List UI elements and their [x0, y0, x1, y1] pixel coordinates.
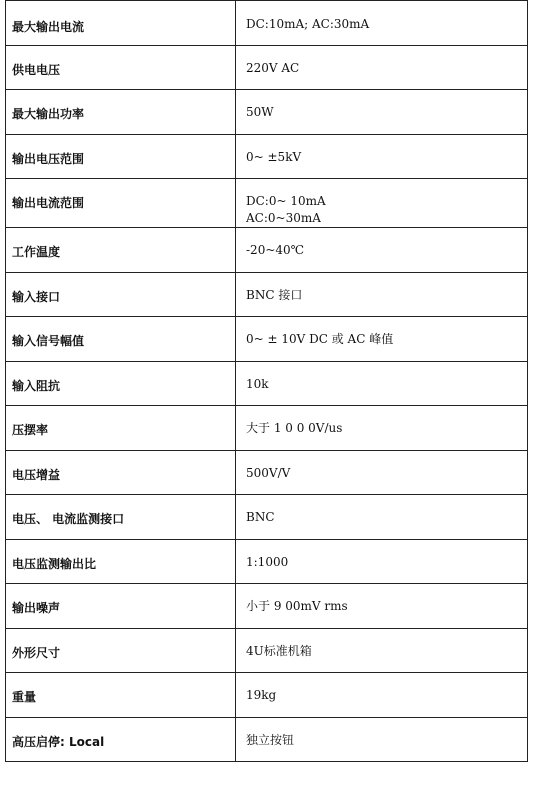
table-row [6, 361, 528, 406]
row-label: 输入阻抗 [6, 361, 236, 406]
table-row [6, 450, 528, 495]
table-row [6, 228, 528, 273]
row-label: 输入接口 [6, 272, 236, 317]
row-label: 最大输出电流 [6, 1, 236, 46]
row-label: 重量 [6, 673, 236, 718]
row-value: 0~ ± 10V DC 或 AC 峰值 [236, 317, 528, 362]
row-label: 输入信号幅值 [6, 317, 236, 362]
table-row [6, 134, 528, 179]
row-label: 输出噪声 [6, 584, 236, 629]
row-label: 输出电流范围 [6, 179, 236, 228]
table-row [6, 584, 528, 629]
row-label: 电压、 电流监测接口 [6, 495, 236, 540]
row-label: 输出电压范围 [6, 134, 236, 179]
table-row [6, 1, 528, 46]
row-value: 0~ ±5kV [236, 134, 528, 179]
row-value: -20~40℃ [236, 228, 528, 273]
row-label: 最大输出功率 [6, 90, 236, 135]
row-label: 电压监测输出比 [6, 539, 236, 584]
row-value: 10k [236, 361, 528, 406]
table-row [6, 495, 528, 540]
row-label: 高压启停: Local [6, 717, 236, 762]
row-label: 外形尺寸 [6, 628, 236, 673]
table-row [6, 90, 528, 135]
table-row [6, 717, 528, 762]
row-value: BNC 接口 [236, 272, 528, 317]
row-label: 工作温度 [6, 228, 236, 273]
row-value: 独立按钮 [236, 717, 528, 762]
table-row [6, 406, 528, 451]
table-row [6, 317, 528, 362]
table-row [6, 628, 528, 673]
row-value: 500V/V [236, 450, 528, 495]
spec-table [5, 0, 528, 762]
row-value: 50W [236, 90, 528, 135]
row-value: BNC [236, 495, 528, 540]
row-value: 220V AC [236, 45, 528, 90]
row-label: 电压增益 [6, 450, 236, 495]
row-value: 4U标准机箱 [236, 628, 528, 673]
row-label: 供电电压 [6, 45, 236, 90]
row-value: DC:0~ 10mA AC:0~30mA [236, 179, 528, 228]
table-row [6, 272, 528, 317]
table-row [6, 179, 528, 228]
row-value: 1:1000 [236, 539, 528, 584]
row-label: 压摆率 [6, 406, 236, 451]
row-value: 小于 9 00mV rms [236, 584, 528, 629]
row-value: DC:10mA; AC:30mA [236, 1, 528, 46]
row-value: 19kg [236, 673, 528, 718]
row-value: 大于 1 0 0 0V/us [236, 406, 528, 451]
table-row [6, 673, 528, 718]
table-row [6, 539, 528, 584]
table-row [6, 45, 528, 90]
